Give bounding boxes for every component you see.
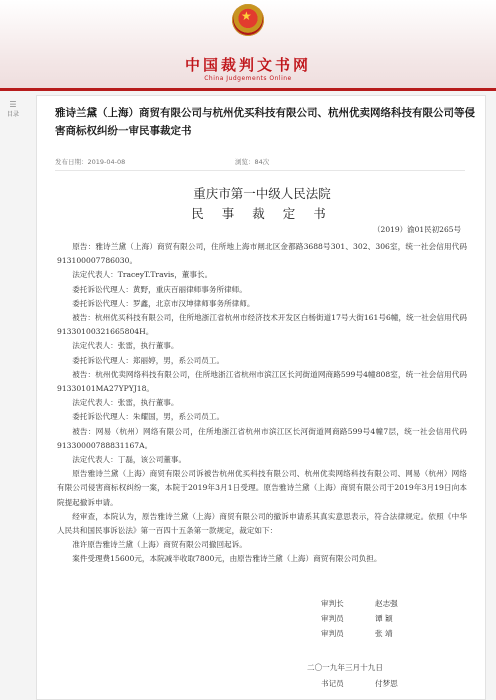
paragraph: 经审查，本院认为，原告雅诗兰黛（上海）商贸有限公司的撤诉申请系其真实意思表示，符合法律规定。依照《中华人民共和国民事诉讼法》第一百四十五条第一款规定，裁定如下： bbox=[57, 511, 467, 536]
court-name: 重庆市第一中级人民法院 bbox=[193, 186, 331, 201]
paragraph: 原告：雅诗兰黛（上海）商贸有限公司，住所地上海市闸北区金都路3688号301、302、306室，统一社会信用代码913100007786030。 bbox=[57, 242, 467, 266]
document-body bbox=[57, 240, 467, 567]
site-header bbox=[0, 0, 496, 88]
signature-clerk bbox=[321, 678, 461, 689]
document-type: 民 事 裁 定 书 bbox=[191, 206, 333, 221]
paragraph: 法定代表人：TraceyT.Travis，董事长。 bbox=[72, 270, 213, 280]
case-number: （2019）渝01民初265号 bbox=[373, 225, 461, 234]
signature-name: 赵志强 bbox=[375, 599, 398, 608]
paragraph: 委托诉讼代理人：黄野，重庆百丽律师事务所律师。 bbox=[72, 284, 247, 294]
paragraph: 原告雅诗兰黛（上海）商贸有限公司诉被告杭州优买科技有限公司、杭州优卖网络科技有限公司、网易（杭州）网络有限公司侵害商标权纠纷一案，本院于2019年3月1日受理。原告雅诗兰黛（上海）商贸有限公司于2019年3月19日向本院提起撤诉申请。 bbox=[57, 469, 467, 507]
site-title[interactable]: 中国裁判文书网 bbox=[184, 56, 311, 74]
paragraph: 被告：杭州优卖网络科技有限公司，住所地浙江省杭州市滨江区长河街道网商路599号4幢808室，统一社会信用代码91330101MA27YPYJ18。 bbox=[57, 369, 467, 394]
signature-name: 谭 颖 bbox=[375, 614, 393, 623]
signature-role: 审判员 bbox=[321, 614, 344, 623]
signature-role: 审判员 bbox=[321, 629, 344, 638]
paragraph: 委托诉讼代理人：罗鑫，北京市汉坤律师事务所律师。 bbox=[72, 298, 255, 308]
document-panel bbox=[36, 95, 486, 700]
signature-role: 审判长 bbox=[321, 599, 344, 608]
paragraph: 委托诉讼代理人：朱耀国，男，系公司员工。 bbox=[72, 412, 225, 422]
paragraph: 法定代表人：张雷，执行董事。 bbox=[72, 341, 179, 351]
toc-label[interactable]: 目录 bbox=[6, 111, 19, 118]
view-count: 浏览：84次 bbox=[235, 158, 270, 166]
paragraph: 准许原告雅诗兰黛（上海）商贸有限公司撤回起诉。 bbox=[72, 540, 247, 550]
signature-judge-2 bbox=[321, 628, 461, 639]
paragraph: 法定代表人：张雷，执行董事。 bbox=[72, 398, 179, 408]
header-divider bbox=[0, 88, 496, 91]
paragraph: 法定代表人：丁磊，该公司董事。 bbox=[72, 455, 187, 465]
signature-presiding-judge bbox=[321, 598, 461, 609]
meta-divider bbox=[55, 170, 465, 171]
site-subtitle: China Judgements Online bbox=[204, 75, 292, 82]
judgement-date: 二〇一九年三月十九日 bbox=[307, 663, 383, 672]
signature-judge-1 bbox=[321, 613, 461, 624]
case-title: 雅诗兰黛（上海）商贸有限公司与杭州优买科技有限公司、杭州优卖网络科技有限公司等侵害商标权纠纷一审民事裁定书 bbox=[55, 107, 475, 137]
list-icon[interactable]: ☰ bbox=[9, 100, 17, 109]
document-meta bbox=[55, 157, 475, 169]
side-toolbar bbox=[4, 100, 22, 122]
signature-role: 书记员 bbox=[321, 679, 344, 688]
paragraph: 被告：网易（杭州）网络有限公司，住所地浙江省杭州市滨江区长河街道网商路599号4幢7层，统一社会信用代码91330000788831167A。 bbox=[57, 426, 467, 450]
paragraph: 委托诉讼代理人：郑丽婷，男，系公司员工。 bbox=[72, 355, 225, 365]
signature-name: 付梦思 bbox=[375, 679, 398, 688]
signature-name: 张 靖 bbox=[375, 629, 393, 638]
paragraph: 案件受理费15600元，本院减半收取7800元，由原告雅诗兰黛（上海）商贸有限公司负担。 bbox=[72, 554, 382, 564]
paragraph: 被告：杭州优买科技有限公司，住所地浙江省杭州市经济技术开发区白杨街道17号大街161号6幢，统一社会信用代码91330100321665804H。 bbox=[57, 313, 467, 337]
publish-date: 发布日期：2019-04-08 bbox=[55, 158, 126, 166]
court-emblem-icon bbox=[232, 4, 264, 36]
star-icon: ★ bbox=[241, 9, 252, 23]
